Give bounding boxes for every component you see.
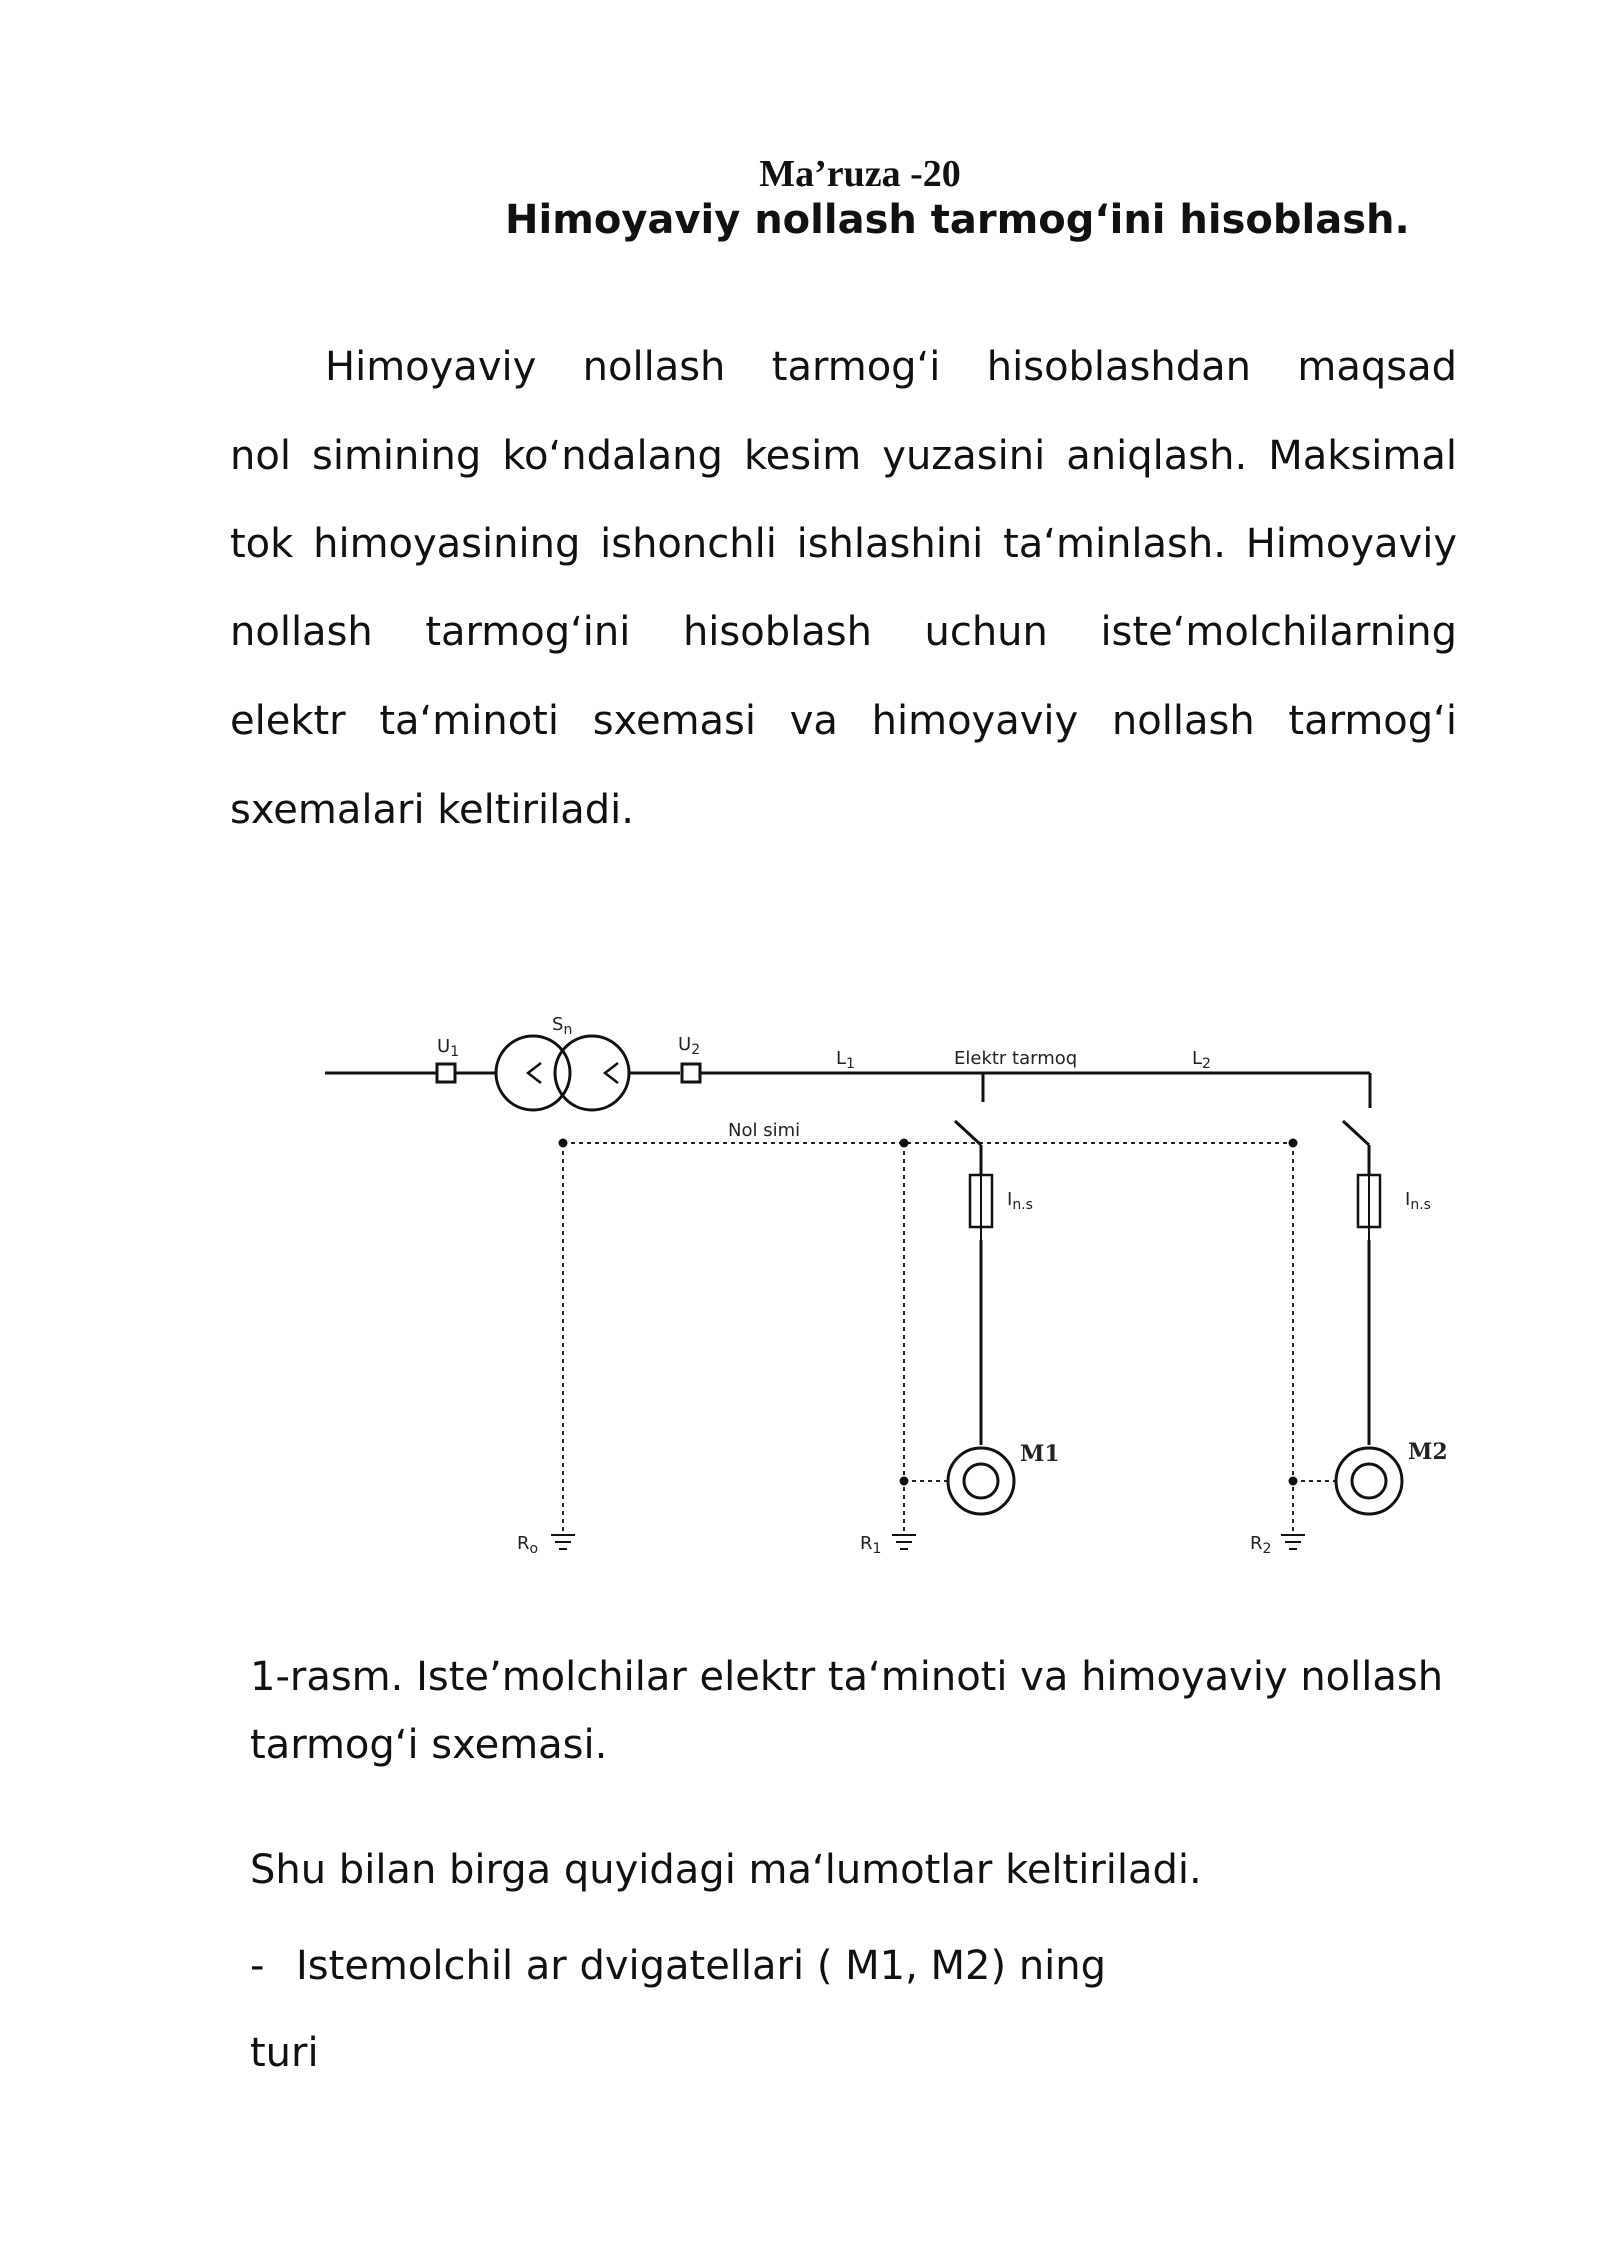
l2-label: $L_2$	[1192, 1048, 1211, 1072]
ground-r2-icon	[1281, 1535, 1305, 1549]
intro-line-2: nol simining ko‘ndalang kesim yuzasini aniqlash. Maksimal	[230, 433, 1457, 479]
fuse-1-label: $I_{n.s}$	[1007, 1189, 1033, 1213]
figure-caption-line-1: 1-rasm. Iste’molchilar elektr ta‘minoti va himoyaviy nollash	[250, 1654, 1444, 1700]
motor-m1-symbol	[948, 1448, 1014, 1514]
ground-r1-icon	[892, 1535, 916, 1549]
motor-m2-symbol	[1336, 1448, 1402, 1514]
intro-line-5: elektr ta‘minoti sxemasi va himoyaviy nollash tarmog‘i	[230, 698, 1457, 744]
figure-caption-line-2: tarmog‘i sxemasi.	[250, 1722, 608, 1768]
page-title: Himoyaviy nollash tarmog‘ini hisoblash.	[505, 197, 1410, 243]
list-bullet: -	[250, 1943, 265, 1989]
network-label: Elektr tarmoq	[954, 1048, 1078, 1069]
motor-m1-label: M1	[1020, 1441, 1060, 1467]
u1-label: $U_1$	[437, 1036, 460, 1060]
sn-label: $S_n$	[552, 1014, 573, 1038]
intro-line-4: nollash tarmog‘ini hisoblash uchun iste‘molchilarning	[230, 609, 1457, 655]
r2-label: $R_2$	[1250, 1533, 1272, 1557]
neutral-wire-label: Nol simi	[728, 1120, 801, 1141]
r1-label: $R_1$	[860, 1533, 882, 1557]
intro-line-1: Himoyaviy nollash tarmog‘i hisoblashdan maqsad	[325, 344, 1457, 390]
l1-label: $L_1$	[836, 1048, 855, 1072]
r0-label: $R_o$	[517, 1533, 539, 1557]
list-item	[250, 1941, 1106, 1991]
lecture-number: Ma’ruza -20	[759, 153, 961, 195]
list-item-continuation: turi	[250, 2030, 319, 2076]
ground-r0-icon	[551, 1535, 575, 1549]
u2-label: $U_2$	[678, 1034, 701, 1058]
list-item-text: Istemolchil ar dvigatellari ( M1, M2) ning	[296, 1943, 1107, 1989]
u2-box	[682, 1064, 700, 1082]
u1-box	[437, 1064, 455, 1082]
transformer-symbol	[496, 1036, 629, 1110]
fuse-2-label: $I_{n.s}$	[1405, 1189, 1431, 1213]
intro-line-6: sxemalari keltiriladi.	[230, 787, 634, 833]
following-paragraph: Shu bilan birga quyidagi ma‘lumotlar keltiriladi.	[250, 1847, 1202, 1893]
intro-line-3: tok himoyasining ishonchli ishlashini ta‘minlash. Himoyaviy	[230, 521, 1457, 567]
motor-m2-label: M2	[1408, 1439, 1448, 1465]
